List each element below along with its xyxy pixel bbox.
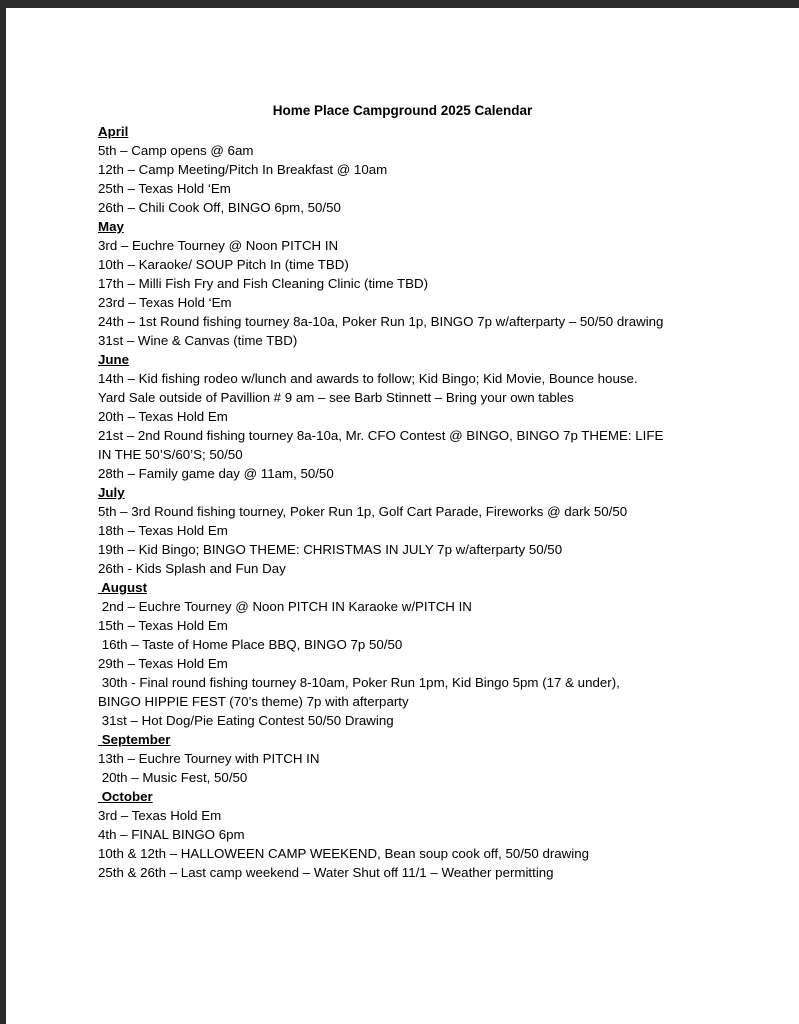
event-line: 2nd – Euchre Tourney @ Noon PITCH IN Karaoke w/PITCH IN xyxy=(98,599,472,614)
event-line: 29th – Texas Hold Em xyxy=(98,656,228,671)
event-line: 10th & 12th – HALLOWEEN CAMP WEEKEND, Bean soup cook off, 50/50 drawing xyxy=(98,846,590,861)
event-line: 30th - Final round fishing tourney 8-10am, Poker Run 1pm, Kid Bingo 5pm (17 & under), xyxy=(98,675,620,690)
event-line: 10th – Karaoke/ SOUP Pitch In (time TBD) xyxy=(98,257,349,272)
event-line: 24th – 1st Round fishing tourney 8a-10a, Poker Run 1p, BINGO 7p w/afterparty – 50/50 drawing xyxy=(98,314,664,329)
month-heading: April xyxy=(98,124,129,139)
event-line: 14th – Kid fishing rodeo w/lunch and awards to follow; Kid Bingo; Kid Movie, Bounce house. xyxy=(98,371,638,386)
month-heading: May xyxy=(98,219,124,234)
month-heading: June xyxy=(98,352,130,367)
month-heading: July xyxy=(98,485,125,500)
event-line: IN THE 50’S/60’S; 50/50 xyxy=(98,447,243,462)
event-line: 25th – Texas Hold ‘Em xyxy=(98,181,231,196)
event-line: 13th – Euchre Tourney with PITCH IN xyxy=(98,751,320,766)
event-line: 26th - Kids Splash and Fun Day xyxy=(98,561,286,576)
event-line: 21st – 2nd Round fishing tourney 8a-10a, Mr. CFO Contest @ BINGO, BINGO 7p THEME: LIFE xyxy=(98,428,664,443)
event-line: 31st – Wine & Canvas (time TBD) xyxy=(98,333,298,348)
event-line: 15th – Texas Hold Em xyxy=(98,618,228,633)
event-line: 17th – Milli Fish Fry and Fish Cleaning Clinic (time TBD) xyxy=(98,276,429,291)
month-heading: August xyxy=(98,580,147,595)
event-line: 16th – Taste of Home Place BBQ, BINGO 7p 50/50 xyxy=(98,637,403,652)
event-line: 31st – Hot Dog/Pie Eating Contest 50/50 Drawing xyxy=(98,713,394,728)
event-line: 23rd – Texas Hold ‘Em xyxy=(98,295,232,310)
event-line: 5th – Camp opens @ 6am xyxy=(98,143,254,158)
event-line: 12th – Camp Meeting/Pitch In Breakfast @ 10am xyxy=(98,162,388,177)
event-line: Yard Sale outside of Pavillion # 9 am – see Barb Stinnett – Bring your own tables xyxy=(98,390,574,405)
event-line: 20th – Music Fest, 50/50 xyxy=(98,770,248,785)
month-heading: October xyxy=(98,789,153,804)
document-page xyxy=(6,8,799,1024)
event-line: 19th – Kid Bingo; BINGO THEME: CHRISTMAS IN JULY 7p w/afterparty 50/50 xyxy=(98,542,563,557)
event-line: 18th – Texas Hold Em xyxy=(98,523,228,538)
event-line: 25th & 26th – Last camp weekend – Water Shut off 11/1 – Weather permitting xyxy=(98,865,554,880)
event-line: 3rd – Texas Hold Em xyxy=(98,808,222,823)
page-title: Home Place Campground 2025 Calendar xyxy=(272,103,533,118)
month-heading: September xyxy=(98,732,171,747)
event-line: 26th – Chili Cook Off, BINGO 6pm, 50/50 xyxy=(98,200,341,215)
event-line: 20th – Texas Hold Em xyxy=(98,409,228,424)
calendar-content xyxy=(98,122,788,882)
event-line: 28th – Family game day @ 11am, 50/50 xyxy=(98,466,334,481)
event-line: 3rd – Euchre Tourney @ Noon PITCH IN xyxy=(98,238,339,253)
event-line: 5th – 3rd Round fishing tourney, Poker Run 1p, Golf Cart Parade, Fireworks @ dark 50/50 xyxy=(98,504,628,519)
event-line: BINGO HIPPIE FEST (70’s theme) 7p with afterparty xyxy=(98,694,409,709)
event-line: 4th – FINAL BINGO 6pm xyxy=(98,827,245,842)
window-frame-top xyxy=(0,0,799,8)
